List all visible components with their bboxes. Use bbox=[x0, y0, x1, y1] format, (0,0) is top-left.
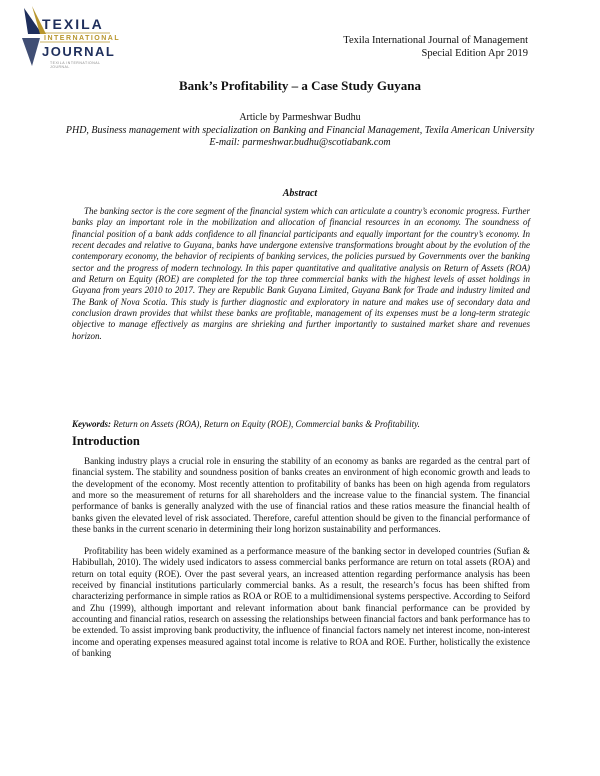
keywords-text: Return on Assets (ROA), Return on Equity (ROE), Commercial banks & Profitability. bbox=[113, 419, 420, 429]
abstract-text: The banking sector is the core segment of the financial system which can articulate a country’s economic progress. Further banks play an important role in the mobilization and allocation of financial resources in an economy. The soundness of financial position of a bank adds confidence to all financial participants and equally important for the country’s economy. In recent decades and relative to Guyana, banks have undergone extensive transformations brought about by the evolution of the contemporary economy, the behavior of recipients of banking services, the policies pursued by Governments over the banking sector and the progress of modern technology. In this paper quantitative and qualitative analysis on Return of Assets (ROA) and Return on Equity (ROE) are completed for the top three commercial banks with the highest levels of asset holdings in Guyana from years 2010 to 2017. They are Republic Bank Guyana Limited, Guyana Bank for Trade and industry limited and The Bank of Nova Scotia. This study is further diagnostic and exploratory in nature and makes use of secondary data and conclusion drawn provides that whilst these banks are profitable, management of its expenses must be a long-term strategic objective to manage effectively as margins are shrieking and further importantly to sustained market share and revenues horizon. bbox=[72, 206, 530, 341]
journal-name: Texila International Journal of Management bbox=[343, 35, 528, 46]
introduction-paragraph-2: Profitability has been widely examined as a performance measure of the banking sector in developed countries (Sufian & Habibullah, 2010). The widely used indicators to assess commercial banks performance are return on total assets (ROA) and return on total equity (ROE). Over the past several years, an increased attention regarding performance analysis has been received by financial institutions particularly commercial banks. As a result, the research’s focus has been shifted from characterizing performance in simple ratios as ROA or ROE to a multidimensional systems perspective. According to Seiford and Zhu (1999), although important and relevant information about bank financial performance can be provided by accounting and financial ratios, research on assessing the relationships between financial factors and bank performance has to be extended. To assist improving bank productivity, the influence of financial factors namely net interest income, non-interest income and operating expenses measured against total income is relative to ROA and ROE. Further, holistically the existence of banking bbox=[72, 546, 530, 659]
keywords-label: Keywords: bbox=[72, 419, 111, 429]
journal-logo bbox=[20, 4, 121, 70]
abstract-heading: Abstract bbox=[282, 188, 318, 199]
journal-header bbox=[343, 34, 528, 60]
logo-tagline: TEXILA INTERNATIONAL JOURNAL bbox=[50, 61, 101, 69]
introduction-paragraph-1: Banking industry plays a crucial role in ensuring the stability of an economy as banks are regarded as the central part of financial system. The stability and soundness position of banks creates an environment of high economic growth and leads to the development of the economy. Most recently attention to profitability of banks has been on high agenda from regulators and more so the measurement of returns for all shareholders and the increase value to the financial system. The financial performance of banks is generally analyzed with the use of financial ratios and these ratios measure the financial health of banks given the elevated level of risk associated. Therefore, careful attention should be given to the financial performance of these banks in the current scenario in determining their long horizon sustainability and performances. bbox=[72, 456, 530, 535]
author-email: E-mail: parmeshwar.budhu@scotiabank.com bbox=[209, 137, 391, 148]
keywords-line bbox=[72, 419, 542, 429]
logo-wordmark-journal: JOURNAL bbox=[42, 44, 116, 59]
logo-wordmark-international: INTERNATIONAL bbox=[44, 35, 121, 42]
article-title: Bank’s Profitability – a Case Study Guyana bbox=[179, 78, 421, 93]
author-block bbox=[60, 112, 540, 150]
introduction-heading: Introduction bbox=[72, 434, 140, 448]
author-byline: Article by Parmeshwar Budhu bbox=[239, 112, 361, 123]
logo-wordmark-texila: TEXILA bbox=[42, 16, 104, 32]
journal-edition: Special Edition Apr 2019 bbox=[421, 48, 528, 59]
author-affiliation: PHD, Business management with specialization on Banking and Financial Management, Texila American University bbox=[65, 124, 535, 136]
